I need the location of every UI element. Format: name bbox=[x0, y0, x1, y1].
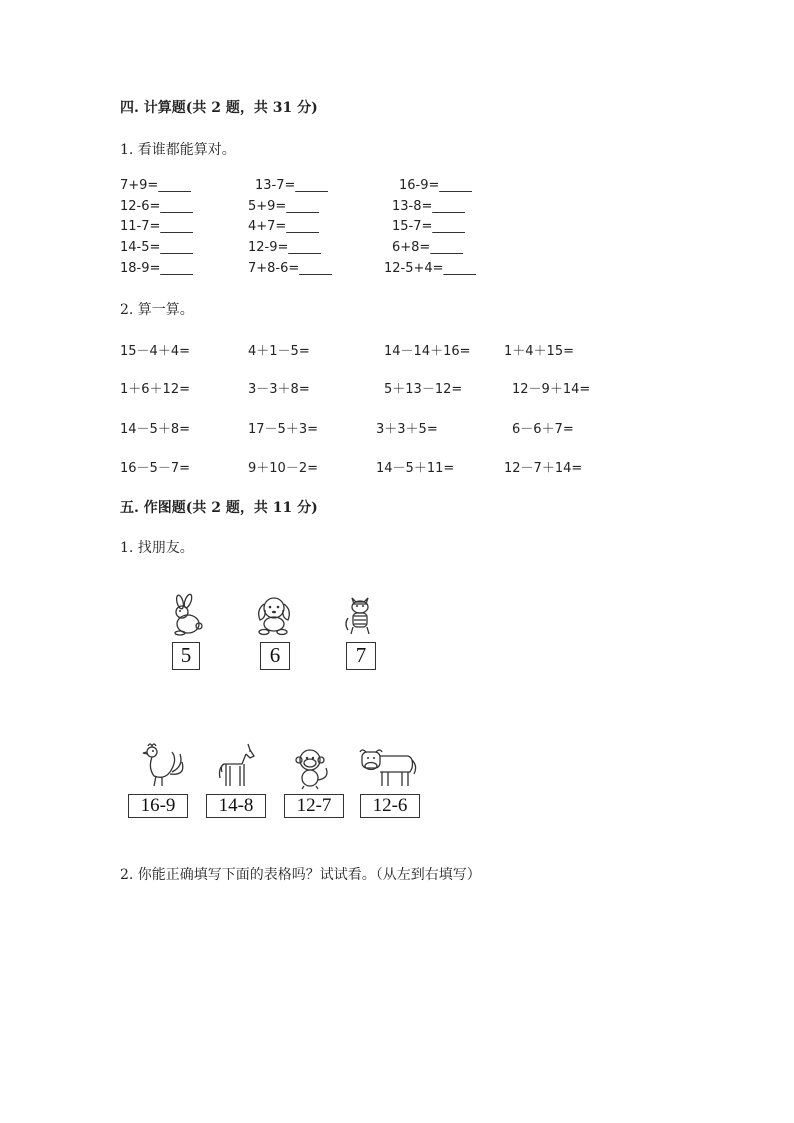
arith-item: 14－14＋16= bbox=[384, 344, 471, 359]
arith-item: 12－7＋14= bbox=[504, 461, 583, 476]
section-5-heading: 五. 作图题(共 2 题，共 11 分) bbox=[120, 500, 318, 516]
calc-item: 5+9=_____ bbox=[248, 199, 319, 214]
horse-icon bbox=[214, 742, 262, 790]
calc-item: 7+9=_____ bbox=[120, 178, 191, 193]
calc-item: 12-9=_____ bbox=[248, 240, 321, 255]
question-2-title: 2. 算一算。 bbox=[120, 302, 194, 318]
rooster-icon bbox=[134, 742, 186, 790]
expression-card-14-8: 14-8 bbox=[206, 794, 266, 818]
monkey-icon bbox=[290, 748, 334, 790]
puppy-icon bbox=[254, 596, 294, 636]
cat-icon bbox=[340, 594, 380, 636]
calc-item: 7+8-6=_____ bbox=[248, 261, 332, 276]
arith-item: 1＋4＋15= bbox=[504, 344, 574, 359]
number-card-5: 5 bbox=[172, 642, 200, 670]
arith-item: 14－5＋8= bbox=[120, 422, 190, 437]
expression-card-16-9: 16-9 bbox=[128, 794, 188, 818]
calc-item: 13-7=_____ bbox=[255, 178, 328, 193]
calc-item: 12-5+4=_____ bbox=[384, 261, 477, 276]
arith-item: 16－5－7= bbox=[120, 461, 190, 476]
section-4-heading: 四. 计算题(共 2 题，共 31 分) bbox=[120, 100, 318, 116]
expression-card-12-6: 12-6 bbox=[360, 794, 420, 818]
expression-card-12-7: 12-7 bbox=[284, 794, 344, 818]
arith-item: 14－5＋11= bbox=[376, 461, 455, 476]
calc-item: 4+7=_____ bbox=[248, 219, 319, 234]
question-1-title: 1. 看谁都能算对。 bbox=[120, 142, 236, 158]
arith-item: 15－4＋4= bbox=[120, 344, 190, 359]
arith-item: 5＋13－12= bbox=[384, 382, 463, 397]
arith-item: 4＋1－5= bbox=[248, 344, 310, 359]
calc-item: 14-5=_____ bbox=[120, 240, 193, 255]
calc-item: 13-8=_____ bbox=[392, 199, 465, 214]
calc-item: 12-6=_____ bbox=[120, 199, 193, 214]
calc-item: 11-7=_____ bbox=[120, 219, 193, 234]
arith-item: 6－6＋7= bbox=[512, 422, 574, 437]
question-1-title: 1. 找朋友。 bbox=[120, 540, 194, 556]
calc-item: 18-9=_____ bbox=[120, 261, 193, 276]
arith-item: 17－5＋3= bbox=[248, 422, 318, 437]
number-card-7: 7 bbox=[346, 642, 376, 670]
arith-item: 9＋10－2= bbox=[248, 461, 318, 476]
arith-item: 12－9＋14= bbox=[512, 382, 591, 397]
arith-item: 3＋3＋5= bbox=[376, 422, 438, 437]
arith-item: 1＋6＋12= bbox=[120, 382, 190, 397]
arith-item: 3－3＋8= bbox=[248, 382, 310, 397]
cow-icon bbox=[356, 746, 418, 790]
calc-item: 6+8=_____ bbox=[392, 240, 463, 255]
calc-item: 16-9=_____ bbox=[399, 178, 472, 193]
question-2-title: 2. 你能正确填写下面的表格吗？试试看。（从左到右填写） bbox=[120, 867, 481, 883]
rabbit-icon bbox=[166, 596, 206, 636]
number-card-6: 6 bbox=[260, 642, 290, 670]
calc-item: 15-7=_____ bbox=[392, 219, 465, 234]
